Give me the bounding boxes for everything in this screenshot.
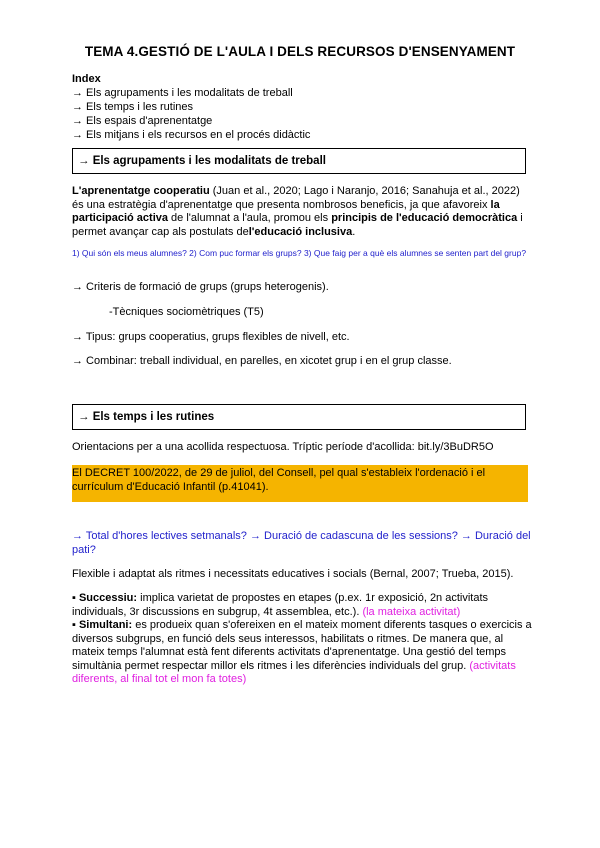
- index-list: [72, 72, 310, 142]
- document-title: TEMA 4.GESTIÓ DE L'AULA I DELS RECURSOS D'ENSENYAMENT: [84, 44, 516, 59]
- successiu-note: (la mateixa activitat): [362, 605, 461, 618]
- combine-line: → Combinar: treball individual, en parelles, en xicotet grup i en el grup classe.: [72, 355, 452, 367]
- index-heading: Index: [72, 73, 101, 85]
- grouping-questions: 1) Qui són els meus alumnes? 2) Com puc formar els grups? 3) Que faig per a què els alumnes se senten part del grup?: [72, 248, 527, 258]
- flexible-line: Flexible i adaptat als ritmes i necessitats educatives i socials (Bernal, 2007; Trueba, 2015).: [72, 568, 514, 580]
- types-line: → Tipus: grups cooperatius, grups flexibles de nivell, etc.: [72, 331, 350, 343]
- bullet-icon: ▪: [72, 592, 76, 604]
- cooperative-learning-paragraph: L'aprenentatge cooperatiu (Juan et al., 2020; Lago i Naranjo, 2016; Sanahuja et al., 2022) és una estratègia d'aprenentatge que presenta nombrosos beneficis, ja que afavoreix la participació activa de l'alumnat a l'aula, promou els principis de l'educació democràtica i permet avançar cap als postulats del'educació inclusiva.: [72, 185, 523, 238]
- criteria-line: → Criteris de formació de grups (grups heterogenis).: [72, 281, 329, 293]
- index-item: → Els temps i les rutines: [72, 101, 194, 113]
- index-item: → Els mitjans i els recursos en el procés didàctic: [72, 129, 311, 141]
- time-questions: → Total d'hores lectives setmanals? → Duració de cadascuna de les sessions? → Duració del pati?: [72, 530, 531, 556]
- techniques-line: -Tècniques sociomètriques (T5): [109, 306, 264, 318]
- simultani-item: ▪ Simultani: es produeix quan s'ofereixen en el mateix moment diferents tasques o exercicis a diversos subgrups, en funció dels seus interessos, habilitats o ritmes. De manera que, al mateix temps l'alumnat està fent diferents activitats d'aprenentatge. Una gestió del temps simultània permet respectar millor els ritmes i les diferències individuals del grup. (activitats diferents, al final tot el mon fa totes): [72, 619, 532, 685]
- term-cooperative: L'aprenentatge cooperatiu: [72, 185, 210, 197]
- bullet-icon: ▪: [72, 619, 76, 631]
- section-heading-agrupaments: → Els agrupaments i les modalitats de treball: [72, 148, 526, 174]
- time-modes: [72, 592, 532, 687]
- successiu-item: ▪ Successiu: implica varietat de propostes en etapes (p.ex. 1r exposició, 2n activitats individuals, 3r discussions en subgrup, 4t assemblea, etc.). (la mateixa activitat): [72, 592, 489, 618]
- index-item: → Els espais d'aprenentatge: [72, 115, 213, 127]
- section-heading-temps: → Els temps i les rutines: [72, 404, 526, 430]
- orientations-line: Orientacions per a una acollida respectuosa. Tríptic període d'acollida: bit.ly/3BuDR5O: [72, 441, 494, 453]
- simultani-note: (activitats diferents, al final tot el mon fa totes): [72, 659, 516, 685]
- index-item: → Els agrupaments i les modalitats de treball: [72, 87, 293, 99]
- decret-text: El DECRET 100/2022, de 29 de juliol, del Consell, pel qual s'estableix l'ordenació i el currículum d'Educació Infantil (p.41041).: [72, 467, 486, 493]
